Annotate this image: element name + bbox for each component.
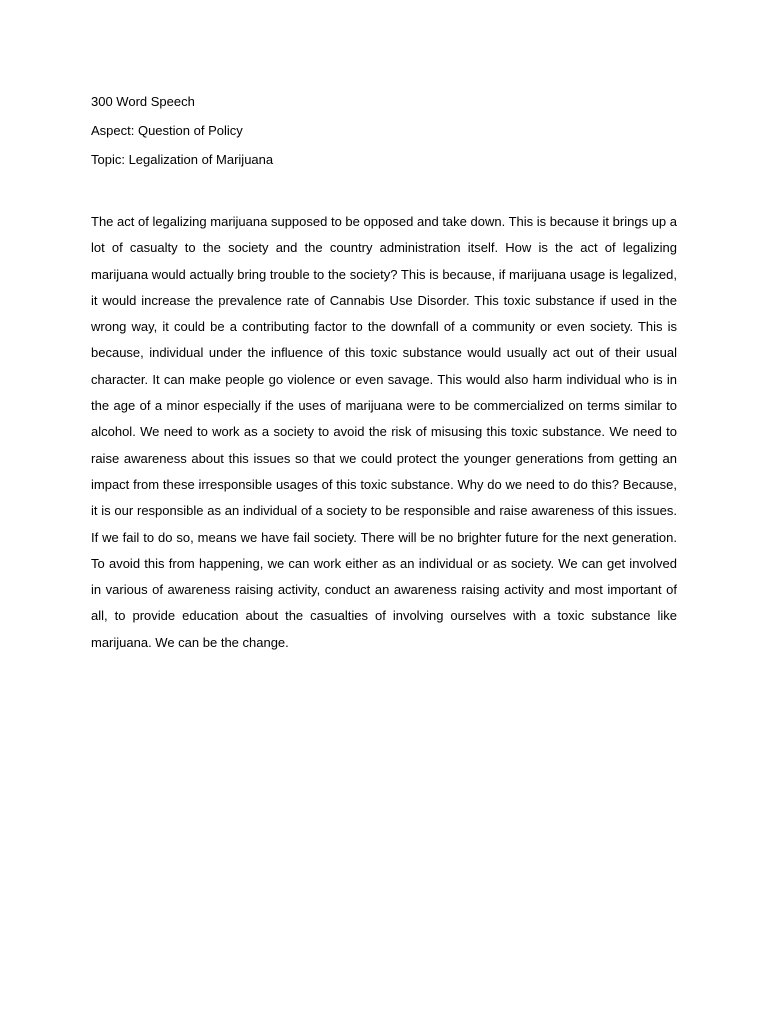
speech-title: 300 Word Speech — [91, 94, 195, 109]
document-header — [91, 94, 691, 181]
speech-body-paragraph: The act of legalizing marijuana supposed to be opposed and take down. This is because it brings up a lot of casualty to the society and the country administration itself. How is the act of legalizing marijuana would actually bring trouble to the society? This is because, if marijuana usage is legalized, it would increase the prevalence rate of Cannabis Use Disorder. This toxic substance if used in the wrong way, it could be a contributing factor to the downfall of a community or even society. This is because, individual under the influence of this toxic substance would usually act out of their usual character. It can make people go violence or even savage. This would also harm individual who is in the age of a minor especially if the uses of marijuana were to be commercialized on terms similar to alcohol. We need to work as a society to avoid the risk of misusing this toxic substance. We need to raise awareness about this issues so that we could protect the younger generations from getting an impact from these irresponsible usages of this toxic substance. Why do we need to do this? Because, it is our responsible as an individual of a society to be responsible and raise awareness of this issues. If we fail to do so, means we have fail society. There will be no brighter future for the next generation. To avoid this from happening, we can work either as an individual or as society. We can get involved in various of awareness raising activity, conduct an awareness raising activity and most important of all, to provide education about the casualties of involving ourselves with a toxic substance like marijuana. We can be the change. — [91, 214, 677, 650]
speech-aspect: Aspect: Question of Policy — [91, 123, 243, 138]
speech-topic: Topic: Legalization of Marijuana — [91, 152, 274, 167]
